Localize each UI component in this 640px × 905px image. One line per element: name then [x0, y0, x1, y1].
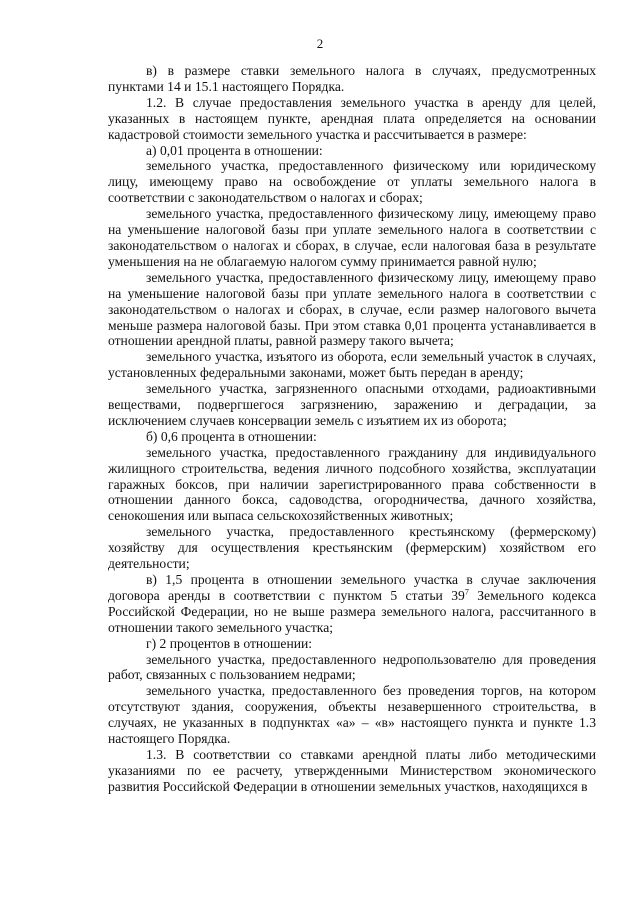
- paragraph-b-item-1: земельного участка, предоставленного гражданину для индивидуального жилищного строительства, ведения личного подсобного хозяйства, эксплуатации гаражных боксов, при наличии зарегистрированного права собственности в отношении данного бокса, садоводства, огородничества, дачного хозяйства, сенокошения или выпаса сельскохозяйственных животных;: [108, 444, 596, 524]
- paragraph-subitem-g: г) 2 процентов в отношении:: [146, 635, 313, 651]
- paragraph-subitem-v-rate: в) в размере ставки земельного налога в случаях, предусмотренных пунктами 14 и 15.1 настоящего Порядка.: [108, 63, 596, 94]
- paragraph-a-item-1: земельного участка, предоставленного физическому или юридическому лицу, имеющему право на освобождение от уплаты земельного налога в соответствии с законодательством о налогах и сборах;: [108, 158, 596, 206]
- paragraph-subitem-v: [108, 572, 596, 636]
- paragraph-v-text-end: Земельного кодекса Российской Федерации, но не выше размера земельного налога, рассчитанного в отношении такого земельного участка;: [108, 587, 597, 635]
- paragraph-g-item-1: земельного участка, предоставленного недропользователю для проведения работ, связанных с пользованием недрами;: [108, 651, 596, 683]
- page-number: 2: [316, 36, 324, 51]
- paragraph-subitem-a: а) 0,01 процента в отношении:: [146, 142, 323, 158]
- article-superscript: 7: [464, 587, 469, 597]
- paragraph-1-2: 1.2. В случае предоставления земельного участка в аренду для целей, указанных в настоящем пункте, арендная плата определяется на основании кадастровой стоимости земельного участка и рассчитывается в размере:: [108, 94, 596, 142]
- paragraph-a-item-5: земельного участка, загрязненного опасными отходами, радиоактивными веществами, подвергшегося загрязнению, заражению и деградации, за исключением случаев консервации земель с изъятием их из оборота;: [108, 381, 596, 428]
- paragraph-b-item-2: земельного участка, предоставленного крестьянскому (фермерскому) хозяйству для осуществления крестьянским (фермерским) хозяйством его деятельности;: [108, 524, 596, 572]
- paragraph-a-item-2: земельного участка, предоставленного физическому лицу, имеющему право на уменьшение налоговой базы при уплате земельного налога в соответствии с законодательством о налогах и сборах, в случае, если налоговая база в результате уменьшения на не облагаемую налогом сумму принимается равной нулю;: [108, 206, 596, 269]
- paragraph-subitem-b: б) 0,6 процента в отношении:: [146, 428, 317, 444]
- paragraph-1-3: 1.3. В соответствии со ставками арендной платы либо методическими указаниями по ее расчету, утвержденными Министерством экономического развития Российской Федерации в отношении земельных участков, находящихся в: [108, 746, 596, 794]
- paragraph-a-item-4: земельного участка, изъятого из оборота, если земельный участок в случаях, установленных федеральными законами, может быть передан в аренду;: [108, 349, 596, 381]
- paragraph-g-item-2: земельного участка, предоставленного без проведения торгов, на котором отсутствуют здания, сооружения, объекты незавершенного строительства, в случаях, не указанных в подпунктах «а» – «в» настоящего пункта и пункте 1.3 настоящего Порядка.: [108, 683, 596, 747]
- paragraph-a-item-3: земельного участка, предоставленного физическому лицу, имеющему право на уменьшение налоговой базы при уплате земельного налога в соответствии с законодательством о налогах и сборах, в случае, если размер налогового вычета меньше размера налоговой базы. При этом ставка 0,01 процента устанавливается в отношении арендной платы, равной размеру такого вычета;: [108, 269, 596, 349]
- paragraph-v-text-start: в) 1,5 процента в отношении земельного участка в случае заключения договора аренды в соответствии с пунктом 5 статьи 39: [108, 572, 596, 603]
- document-body: [108, 63, 596, 795]
